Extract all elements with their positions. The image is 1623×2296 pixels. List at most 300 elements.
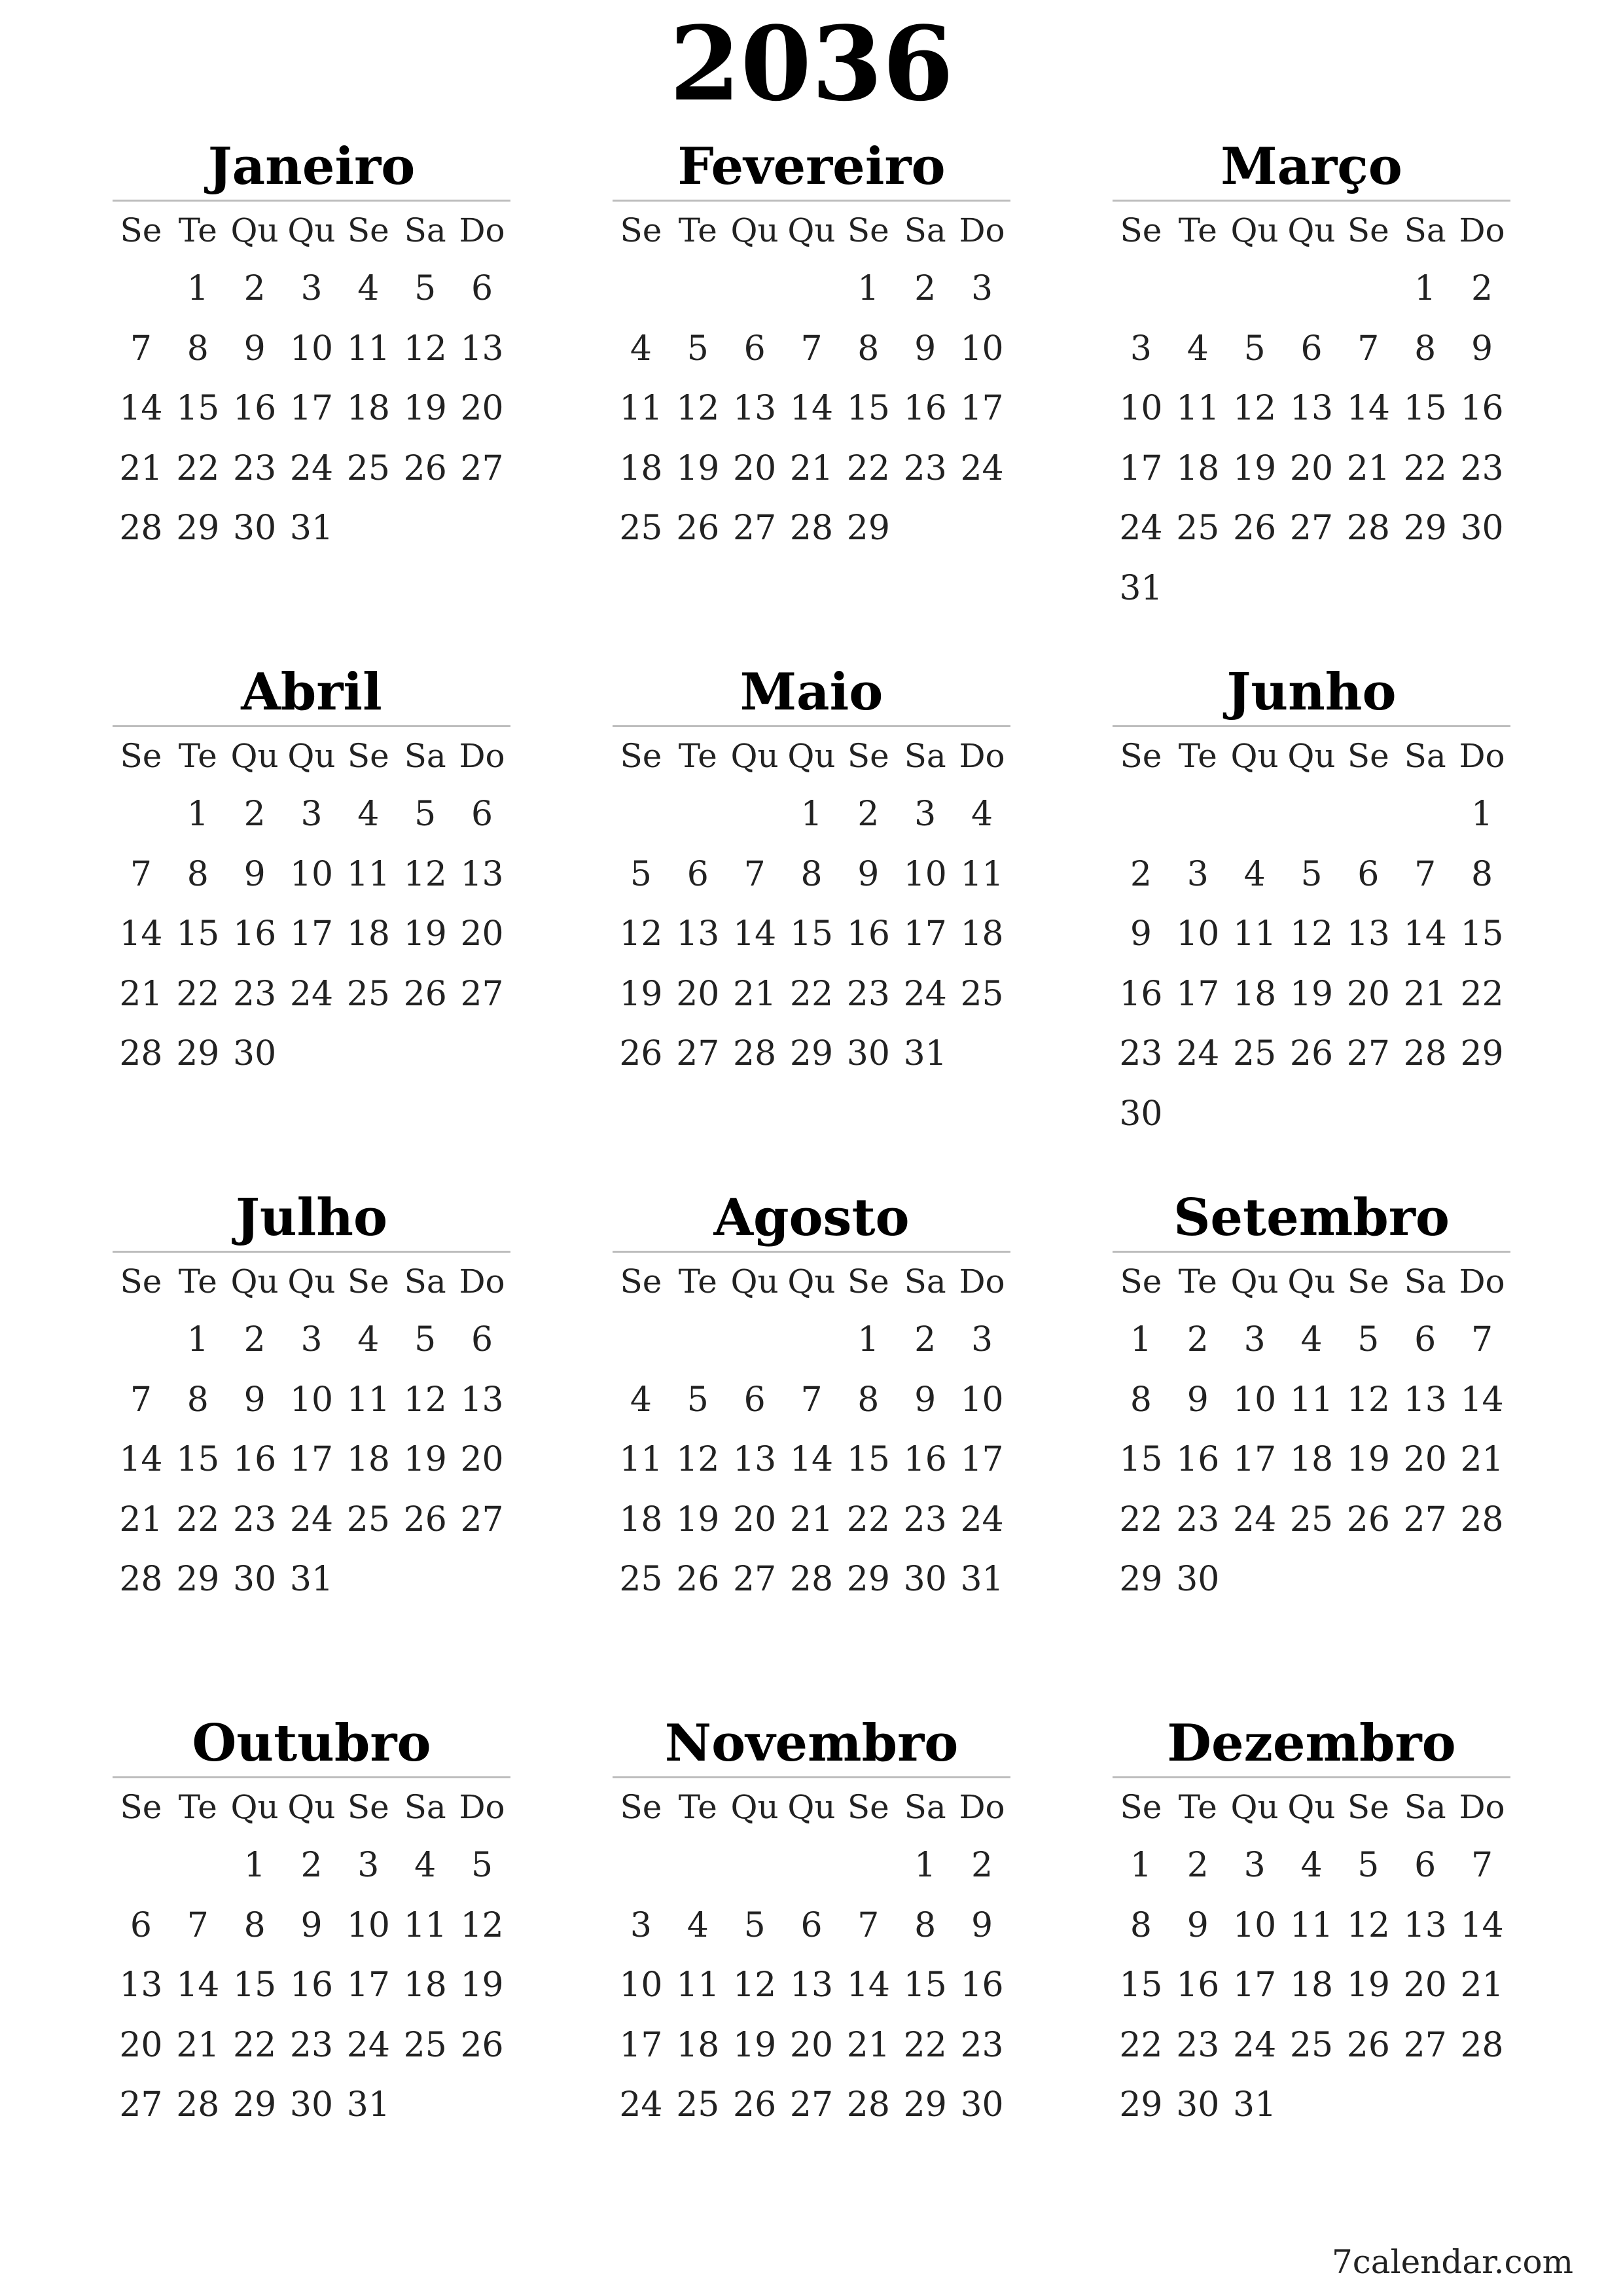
day-cell: 14 xyxy=(789,389,834,429)
day-cell: 8 xyxy=(187,854,209,894)
month-grid xyxy=(1113,1778,1510,2136)
day-cell: 1 xyxy=(187,1320,209,1359)
day-cell: 26 xyxy=(1346,2025,1390,2065)
day-cell: 27 xyxy=(460,1499,504,1539)
day-cell: 20 xyxy=(460,389,504,429)
weekday-header: Sa xyxy=(1404,1263,1446,1300)
day-cell: 6 xyxy=(1300,329,1323,368)
day-cell: 16 xyxy=(960,1965,1004,2005)
day-cell: 10 xyxy=(1176,914,1220,954)
day-cell: 18 xyxy=(619,448,663,488)
day-cell: 20 xyxy=(676,974,720,1014)
day-cell: 22 xyxy=(176,1499,220,1539)
day-cell: 12 xyxy=(403,1380,447,1420)
day-cell: 24 xyxy=(903,974,947,1014)
weekday-header: Se xyxy=(120,211,162,249)
weekday-header: Do xyxy=(959,1788,1005,1826)
day-cell: 31 xyxy=(289,509,334,548)
day-cell: 11 xyxy=(346,1380,390,1420)
day-cell: 12 xyxy=(403,329,447,368)
day-cell: 10 xyxy=(1233,1380,1277,1420)
day-cell: 20 xyxy=(119,2025,163,2065)
day-cell: 19 xyxy=(403,1440,447,1480)
day-cell: 30 xyxy=(960,2085,1004,2125)
day-cell: 13 xyxy=(733,1440,777,1480)
month-name: Agosto xyxy=(713,1188,910,1247)
day-cell: 11 xyxy=(1233,914,1277,954)
empty-cell xyxy=(783,1310,840,1371)
month-grid xyxy=(613,1778,1010,2136)
weekday-header: Qu xyxy=(787,211,836,249)
day-cell: 22 xyxy=(1460,974,1504,1014)
day-cell: 4 xyxy=(971,795,993,834)
day-cell: 24 xyxy=(619,2085,663,2125)
day-cell: 1 xyxy=(800,795,823,834)
day-cell: 29 xyxy=(903,2085,947,2125)
day-cell: 14 xyxy=(1403,914,1447,954)
day-cell: 5 xyxy=(1357,1320,1380,1359)
day-cell: 1 xyxy=(187,269,209,308)
day-cell: 19 xyxy=(1346,1440,1390,1480)
day-cell: 6 xyxy=(687,854,709,894)
day-cell: 26 xyxy=(403,1499,447,1539)
month-name: Outubro xyxy=(192,1713,431,1773)
day-cell: 23 xyxy=(903,448,947,488)
day-cell: 19 xyxy=(619,974,663,1014)
day-cell: 24 xyxy=(1176,1034,1220,1074)
day-cell: 2 xyxy=(243,795,266,834)
day-cell: 5 xyxy=(630,854,652,894)
day-cell: 3 xyxy=(1186,854,1209,894)
day-cell: 7 xyxy=(1471,1320,1493,1359)
weekday-header: Se xyxy=(120,1788,162,1826)
day-cell: 15 xyxy=(176,389,220,429)
day-cell: 9 xyxy=(914,329,936,368)
empty-cell xyxy=(783,259,840,319)
month-name: Março xyxy=(1221,137,1402,196)
weekday-header: Qu xyxy=(230,211,279,249)
day-cell: 16 xyxy=(233,914,277,954)
day-cell: 22 xyxy=(789,974,834,1014)
day-cell: 6 xyxy=(1414,1320,1436,1359)
day-cell: 31 xyxy=(903,1034,947,1074)
weekday-header: Qu xyxy=(1287,1788,1336,1826)
day-cell: 18 xyxy=(346,389,390,429)
weekday-header: Qu xyxy=(1287,1263,1336,1300)
day-cell: 23 xyxy=(233,448,277,488)
day-cell: 18 xyxy=(619,1499,663,1539)
day-cell: 25 xyxy=(1289,1499,1334,1539)
day-cell: 29 xyxy=(1119,1560,1163,1600)
empty-cell xyxy=(1226,259,1283,319)
day-cell: 25 xyxy=(619,509,663,548)
empty-cell xyxy=(1113,259,1169,319)
day-cell: 12 xyxy=(403,854,447,894)
month-grid xyxy=(1113,202,1510,619)
day-cell: 21 xyxy=(789,1499,834,1539)
day-cell: 29 xyxy=(846,1560,890,1600)
day-cell: 29 xyxy=(846,509,890,548)
weekday-header: Te xyxy=(178,737,217,775)
day-cell: 28 xyxy=(176,2085,220,2125)
weekday-header: Qu xyxy=(287,211,336,249)
day-cell: 14 xyxy=(1346,389,1390,429)
day-cell: 19 xyxy=(1233,448,1277,488)
weekday-header: Te xyxy=(678,1788,717,1826)
day-cell: 5 xyxy=(414,1320,437,1359)
day-cell: 29 xyxy=(1403,509,1447,548)
day-cell: 2 xyxy=(857,795,880,834)
day-cell: 10 xyxy=(960,1380,1004,1420)
day-cell: 15 xyxy=(1403,389,1447,429)
day-cell: 22 xyxy=(1119,1499,1163,1539)
day-cell: 10 xyxy=(289,1380,334,1420)
day-cell: 3 xyxy=(914,795,936,834)
empty-cell xyxy=(669,259,726,319)
day-cell: 13 xyxy=(460,329,504,368)
day-cell: 24 xyxy=(1119,509,1163,548)
day-cell: 22 xyxy=(846,1499,890,1539)
weekday-header: Qu xyxy=(730,211,779,249)
day-cell: 18 xyxy=(1176,448,1220,488)
day-cell: 19 xyxy=(403,389,447,429)
day-cell: 17 xyxy=(960,389,1004,429)
empty-cell xyxy=(1169,785,1226,845)
day-cell: 14 xyxy=(733,914,777,954)
day-cell: 8 xyxy=(243,1905,266,1945)
day-cell: 3 xyxy=(1130,329,1152,368)
day-cell: 7 xyxy=(800,1380,823,1420)
day-cell: 11 xyxy=(346,329,390,368)
weekday-header: Se xyxy=(1120,737,1162,775)
weekday-header: Qu xyxy=(730,1263,779,1300)
weekday-header: Qu xyxy=(1230,1263,1279,1300)
weekday-header: Do xyxy=(459,1788,505,1826)
day-cell: 6 xyxy=(471,795,493,834)
month-8 xyxy=(613,1185,1010,1610)
empty-cell xyxy=(726,259,783,319)
day-cell: 10 xyxy=(289,854,334,894)
day-cell: 13 xyxy=(789,1965,834,2005)
day-cell: 8 xyxy=(914,1905,936,1945)
weekday-header: Se xyxy=(1120,1263,1162,1300)
day-cell: 4 xyxy=(414,1846,437,1885)
day-cell: 19 xyxy=(403,914,447,954)
empty-cell xyxy=(113,259,169,319)
day-cell: 26 xyxy=(733,2085,777,2125)
day-cell: 11 xyxy=(619,389,663,429)
empty-cell xyxy=(113,1310,169,1371)
day-cell: 14 xyxy=(789,1440,834,1480)
weekday-header: Qu xyxy=(230,1263,279,1300)
day-cell: 17 xyxy=(619,2025,663,2065)
day-cell: 8 xyxy=(187,1380,209,1420)
day-cell: 21 xyxy=(733,974,777,1014)
day-cell: 23 xyxy=(846,974,890,1014)
day-cell: 22 xyxy=(846,448,890,488)
day-cell: 27 xyxy=(1403,2025,1447,2065)
day-cell: 16 xyxy=(903,389,947,429)
day-cell: 16 xyxy=(1176,1440,1220,1480)
day-cell: 15 xyxy=(233,1965,277,2005)
day-cell: 11 xyxy=(403,1905,447,1945)
day-cell: 9 xyxy=(914,1380,936,1420)
day-cell: 20 xyxy=(733,448,777,488)
day-cell: 27 xyxy=(1289,509,1334,548)
day-cell: 11 xyxy=(1289,1905,1334,1945)
weekday-header: Te xyxy=(1178,1263,1217,1300)
day-cell: 23 xyxy=(289,2025,334,2065)
day-cell: 11 xyxy=(960,854,1004,894)
day-cell: 16 xyxy=(289,1965,334,2005)
day-cell: 2 xyxy=(971,1846,993,1885)
day-cell: 8 xyxy=(1471,854,1493,894)
day-cell: 23 xyxy=(903,1499,947,1539)
empty-cell xyxy=(726,785,783,845)
day-cell: 5 xyxy=(1300,854,1323,894)
day-cell: 27 xyxy=(1346,1034,1390,1074)
day-cell: 30 xyxy=(1119,1094,1163,1134)
day-cell: 10 xyxy=(960,329,1004,368)
day-cell: 19 xyxy=(1346,1965,1390,2005)
weekday-header: Do xyxy=(1459,1788,1505,1826)
month-12 xyxy=(1113,1711,1510,2136)
day-cell: 8 xyxy=(1414,329,1436,368)
day-cell: 20 xyxy=(789,2025,834,2065)
day-cell: 16 xyxy=(233,1440,277,1480)
weekday-header: Se xyxy=(620,211,662,249)
weekday-header: Qu xyxy=(787,1263,836,1300)
day-cell: 3 xyxy=(1243,1320,1266,1359)
weekday-header: Se xyxy=(620,1788,662,1826)
day-cell: 10 xyxy=(619,1965,663,2005)
day-cell: 9 xyxy=(1186,1380,1209,1420)
day-cell: 31 xyxy=(346,2085,390,2125)
day-cell: 28 xyxy=(1460,2025,1504,2065)
month-10 xyxy=(113,1711,510,2136)
day-cell: 7 xyxy=(800,329,823,368)
day-cell: 25 xyxy=(1176,509,1220,548)
day-cell: 22 xyxy=(903,2025,947,2065)
weekday-header: Qu xyxy=(287,737,336,775)
day-cell: 12 xyxy=(1346,1905,1390,1945)
month-grid xyxy=(613,202,1010,559)
day-cell: 1 xyxy=(1471,795,1493,834)
day-cell: 17 xyxy=(1233,1965,1277,2005)
day-cell: 2 xyxy=(243,1320,266,1359)
day-cell: 12 xyxy=(676,1440,720,1480)
day-cell: 12 xyxy=(460,1905,504,1945)
day-cell: 4 xyxy=(357,795,380,834)
weekday-header: Sa xyxy=(1404,737,1446,775)
weekday-header: Se xyxy=(120,1263,162,1300)
day-cell: 28 xyxy=(789,509,834,548)
day-cell: 5 xyxy=(414,795,437,834)
day-cell: 17 xyxy=(903,914,947,954)
day-cell: 19 xyxy=(676,1499,720,1539)
month-name: Julho xyxy=(236,1188,387,1247)
day-cell: 30 xyxy=(289,2085,334,2125)
day-cell: 23 xyxy=(1176,2025,1220,2065)
day-cell: 25 xyxy=(403,2025,447,2065)
day-cell: 7 xyxy=(130,854,152,894)
weekday-header: Qu xyxy=(730,737,779,775)
weekday-header: Se xyxy=(847,211,889,249)
day-cell: 4 xyxy=(630,1380,652,1420)
day-cell: 13 xyxy=(1403,1380,1447,1420)
weekday-header: Sa xyxy=(404,1263,446,1300)
day-cell: 20 xyxy=(1403,1965,1447,2005)
weekday-header: Do xyxy=(959,1263,1005,1300)
day-cell: 2 xyxy=(1471,269,1493,308)
month-4 xyxy=(113,660,510,1085)
day-cell: 28 xyxy=(1403,1034,1447,1074)
weekday-header: Do xyxy=(459,211,505,249)
day-cell: 27 xyxy=(1403,1499,1447,1539)
day-cell: 22 xyxy=(1403,448,1447,488)
weekday-header: Se xyxy=(1347,1788,1389,1826)
day-cell: 24 xyxy=(1233,1499,1277,1539)
day-cell: 21 xyxy=(176,2025,220,2065)
weekday-header: Qu xyxy=(287,1263,336,1300)
day-cell: 9 xyxy=(1471,329,1493,368)
month-grid xyxy=(1113,1253,1510,1610)
day-cell: 31 xyxy=(1233,2085,1277,2125)
day-cell: 19 xyxy=(733,2025,777,2065)
day-cell: 29 xyxy=(176,509,220,548)
month-name: Dezembro xyxy=(1167,1713,1456,1773)
weekday-header: Qu xyxy=(1287,737,1336,775)
day-cell: 25 xyxy=(960,974,1004,1014)
day-cell: 31 xyxy=(960,1560,1004,1600)
day-cell: 25 xyxy=(346,1499,390,1539)
weekday-header: Se xyxy=(620,737,662,775)
day-cell: 20 xyxy=(1346,974,1390,1014)
weekday-header: Qu xyxy=(787,1788,836,1826)
day-cell: 26 xyxy=(676,509,720,548)
day-cell: 29 xyxy=(176,1560,220,1600)
day-cell: 17 xyxy=(1176,974,1220,1014)
day-cell: 19 xyxy=(460,1965,504,2005)
day-cell: 18 xyxy=(346,1440,390,1480)
day-cell: 25 xyxy=(346,448,390,488)
day-cell: 3 xyxy=(971,1320,993,1359)
day-cell: 4 xyxy=(687,1905,709,1945)
day-cell: 26 xyxy=(619,1034,663,1074)
day-cell: 28 xyxy=(119,1034,163,1074)
empty-cell xyxy=(1113,785,1169,845)
day-cell: 6 xyxy=(1357,854,1380,894)
day-cell: 15 xyxy=(846,1440,890,1480)
weekday-header: Se xyxy=(847,1788,889,1826)
day-cell: 18 xyxy=(1233,974,1277,1014)
day-cell: 24 xyxy=(289,448,334,488)
empty-cell xyxy=(113,785,169,845)
weekday-header: Sa xyxy=(404,1788,446,1826)
day-cell: 8 xyxy=(857,329,880,368)
day-cell: 14 xyxy=(119,389,163,429)
day-cell: 21 xyxy=(846,2025,890,2065)
weekday-header: Se xyxy=(847,1263,889,1300)
day-cell: 1 xyxy=(914,1846,936,1885)
day-cell: 4 xyxy=(357,269,380,308)
day-cell: 1 xyxy=(187,795,209,834)
day-cell: 15 xyxy=(1460,914,1504,954)
empty-cell xyxy=(613,1310,669,1371)
day-cell: 22 xyxy=(233,2025,277,2065)
day-cell: 25 xyxy=(1233,1034,1277,1074)
empty-cell xyxy=(1283,785,1340,845)
empty-cell xyxy=(669,1310,726,1371)
day-cell: 9 xyxy=(300,1905,323,1945)
weekday-header: Qu xyxy=(1230,211,1279,249)
day-cell: 22 xyxy=(176,974,220,1014)
day-cell: 21 xyxy=(1460,1440,1504,1480)
day-cell: 5 xyxy=(1243,329,1266,368)
day-cell: 7 xyxy=(1357,329,1380,368)
day-cell: 9 xyxy=(971,1905,993,1945)
day-cell: 30 xyxy=(233,1034,277,1074)
day-cell: 25 xyxy=(1289,2025,1334,2065)
day-cell: 6 xyxy=(800,1905,823,1945)
day-cell: 30 xyxy=(1176,1560,1220,1600)
day-cell: 5 xyxy=(687,329,709,368)
day-cell: 2 xyxy=(1186,1846,1209,1885)
day-cell: 12 xyxy=(1289,914,1334,954)
day-cell: 28 xyxy=(1346,509,1390,548)
day-cell: 14 xyxy=(1460,1380,1504,1420)
day-cell: 17 xyxy=(960,1440,1004,1480)
day-cell: 15 xyxy=(903,1965,947,2005)
day-cell: 26 xyxy=(1289,1034,1334,1074)
empty-cell xyxy=(726,1310,783,1371)
empty-cell xyxy=(840,1836,897,1896)
day-cell: 21 xyxy=(119,974,163,1014)
day-cell: 6 xyxy=(471,1320,493,1359)
day-cell: 19 xyxy=(676,448,720,488)
weekday-header: Te xyxy=(178,211,217,249)
day-cell: 18 xyxy=(346,914,390,954)
day-cell: 14 xyxy=(176,1965,220,2005)
weekday-header: Do xyxy=(459,1263,505,1300)
weekday-header: Se xyxy=(1347,737,1389,775)
empty-cell xyxy=(1169,259,1226,319)
weekday-header: Do xyxy=(459,737,505,775)
empty-cell xyxy=(1283,259,1340,319)
day-cell: 20 xyxy=(1289,448,1334,488)
day-cell: 13 xyxy=(460,1380,504,1420)
weekday-header: Se xyxy=(1347,211,1389,249)
day-cell: 1 xyxy=(1130,1320,1152,1359)
day-cell: 2 xyxy=(300,1846,323,1885)
day-cell: 8 xyxy=(857,1380,880,1420)
day-cell: 6 xyxy=(130,1905,152,1945)
empty-cell xyxy=(1340,259,1397,319)
day-cell: 28 xyxy=(733,1034,777,1074)
day-cell: 20 xyxy=(460,914,504,954)
day-cell: 20 xyxy=(1403,1440,1447,1480)
day-cell: 26 xyxy=(1233,509,1277,548)
weekday-header: Qu xyxy=(287,1788,336,1826)
weekday-header: Do xyxy=(1459,211,1505,249)
day-cell: 9 xyxy=(243,329,266,368)
empty-cell xyxy=(613,1836,669,1896)
weekday-header: Qu xyxy=(230,737,279,775)
day-cell: 4 xyxy=(1243,854,1266,894)
day-cell: 24 xyxy=(1233,2025,1277,2065)
day-cell: 3 xyxy=(971,269,993,308)
day-cell: 11 xyxy=(1289,1380,1334,1420)
